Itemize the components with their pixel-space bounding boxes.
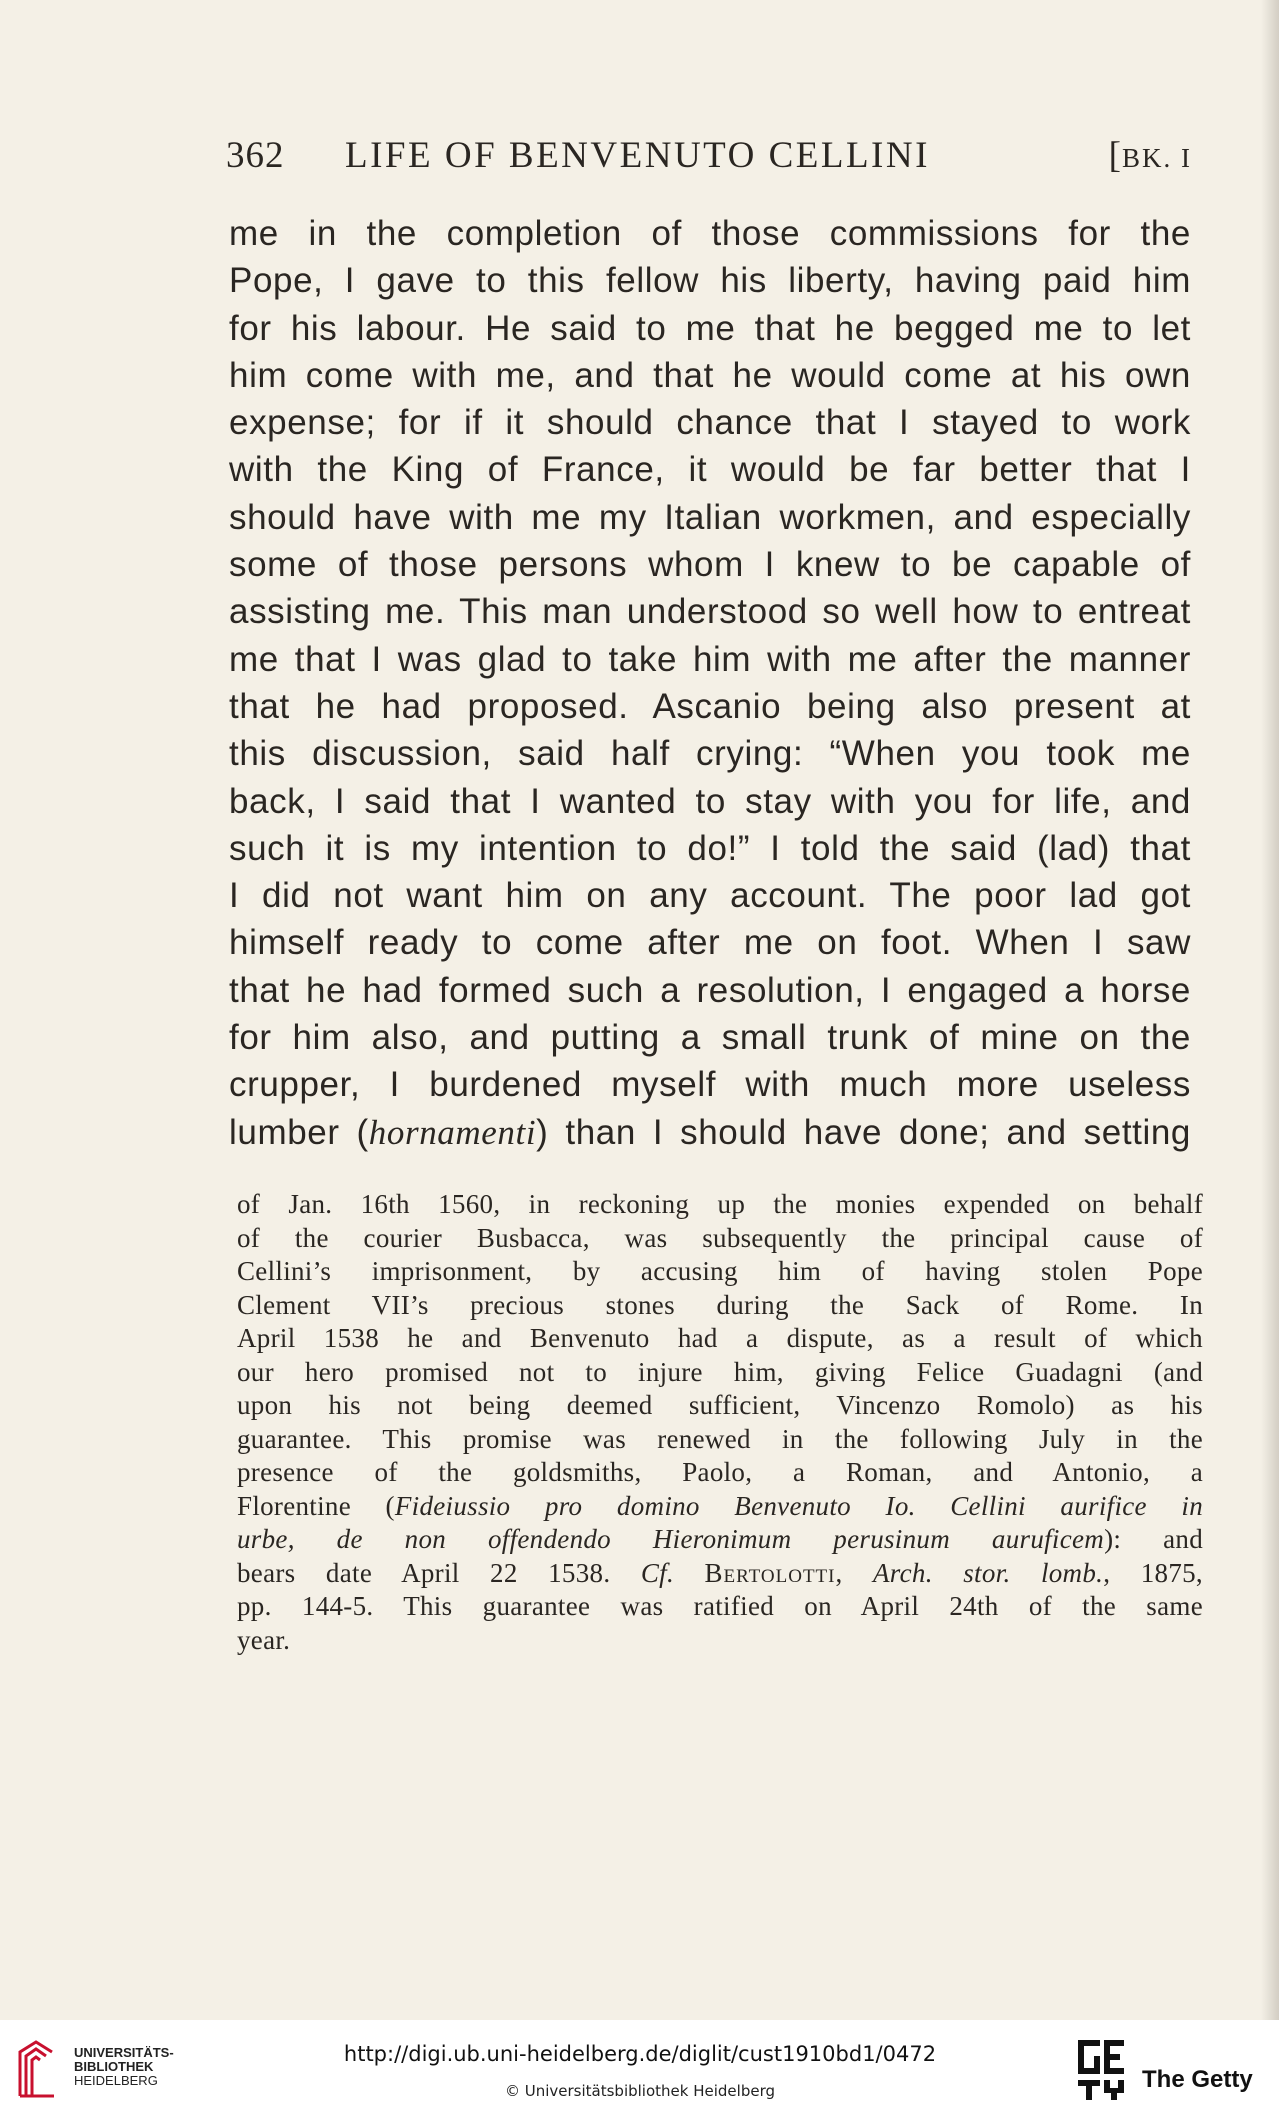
- footnote-line: [237, 1523, 1203, 1557]
- text-line: Pope, I gave to this fellow his liberty, having paid him: [229, 261, 1191, 301]
- footnote-line: of the courier Busbacca, was subsequently the principal cause of: [237, 1222, 1203, 1253]
- footnote-line: guarantee. This promise was renewed in the following July in the: [237, 1423, 1203, 1454]
- getty-name: The Getty: [1142, 2066, 1253, 2093]
- text-line: back, I said that I wanted to stay with you for life, and: [229, 781, 1191, 821]
- text-line: expense; for if it should chance that I stayed to work: [229, 403, 1191, 443]
- footnote-line: April 1538 he and Benvenuto had a dispute, as a result of which: [237, 1323, 1203, 1353]
- book-label: [1109, 134, 1192, 177]
- footnote-line: [237, 1490, 1203, 1524]
- footnote: [237, 1188, 1203, 1657]
- text-line: him come with me, and that he would come at his own: [229, 355, 1191, 395]
- text-fragment: lumber (: [229, 1112, 369, 1152]
- text-line-last: [229, 1109, 1191, 1156]
- italic-journal: Arch. stor. lomb.: [873, 1557, 1104, 1588]
- italic-citation: urbe, de non offendendo Hieronimum perusinum auruficem: [237, 1524, 1105, 1554]
- italic-cf: Cf.: [640, 1557, 675, 1588]
- text-fragment: ) than I should have done; and setting: [536, 1112, 1191, 1152]
- text-line: that he had proposed. Ascanio being also present at: [229, 686, 1191, 726]
- text-line: with the King of France, it would be far better that I: [229, 450, 1191, 490]
- library-name-line: BIBLIOTHEK: [74, 2059, 154, 2074]
- university-library-logo-icon: [14, 2038, 58, 2100]
- running-head-title: LIFE OF BENVENUTO CELLINI: [345, 135, 930, 176]
- permalink-url[interactable]: http://digi.ub.uni-heidelberg.de/diglit/cust1910bd1/0472: [343, 2042, 937, 2066]
- text-line: some of those persons whom I knew to be capable of: [229, 545, 1191, 585]
- footnote-line: presence of the goldsmiths, Paolo, a Roman, and Antonio, a: [237, 1457, 1203, 1487]
- text-fragment: Florentine (: [237, 1490, 395, 1521]
- footnote-line-last: year.: [237, 1624, 291, 1655]
- text-line: that he had formed such a resolution, I engaged a horse: [229, 970, 1191, 1010]
- text-line: should have with me my Italian workmen, and especially: [229, 497, 1191, 537]
- copyright-notice: © Universitätsbibliothek Heidelberg: [504, 2082, 775, 2100]
- text-fragment: bears date April 22 1538.: [237, 1557, 641, 1588]
- italic-citation: Fideiussio pro domino Benvenuto Io. Cellini aurifice in: [394, 1490, 1203, 1521]
- text-line: assisting me. This man understood so well how to entreat: [229, 592, 1191, 632]
- text-fragment: ,: [835, 1557, 874, 1588]
- book-bracket: [: [1108, 135, 1122, 176]
- author-name: Bertolotti: [704, 1557, 836, 1588]
- footnote-line: Cellini’s imprisonment, by accusing him of having stolen Pope: [237, 1256, 1203, 1286]
- main-text: [229, 210, 1191, 1156]
- text-line: himself ready to come after me on foot. When I saw: [229, 923, 1191, 963]
- getty-logo-icon: [1076, 2038, 1128, 2102]
- book-label-text: BK. I: [1122, 143, 1192, 173]
- footnote-line: [237, 1557, 1203, 1591]
- text-line: for his labour. He said to me that he begged me to let: [229, 308, 1191, 348]
- library-name-line: HEIDELBERG: [74, 2073, 158, 2088]
- library-name-line: UNIVERSITÄTS-: [74, 2045, 174, 2060]
- digitization-footer: [0, 2020, 1279, 2117]
- footnote-line: pp. 144-5. This guarantee was ratified on April 24th of the same: [237, 1591, 1203, 1621]
- text-line: crupper, I burdened myself with much more useless: [229, 1065, 1191, 1105]
- text-fragment: ): and: [1104, 1524, 1204, 1554]
- page-edge-shadow: [1261, 0, 1279, 2040]
- running-head: [226, 134, 1192, 186]
- library-name: [74, 2046, 174, 2088]
- text-line: I did not want him on any account. The poor lad got: [229, 876, 1191, 916]
- footnote-line: Clement VII’s precious stones during the Sack of Rome. In: [237, 1289, 1203, 1320]
- footnote-line: of Jan. 16th 1560, in reckoning up the monies expended on behalf: [237, 1189, 1203, 1219]
- footnote-line: our hero promised not to injure him, giving Felice Guadagni (and: [237, 1356, 1203, 1387]
- text-line: me in the completion of those commissions for the: [229, 214, 1191, 253]
- text-fragment: , 1875,: [1103, 1557, 1203, 1588]
- text-line: this discussion, said half crying: “When you took me: [229, 734, 1191, 774]
- italic-term: hornamenti: [368, 1112, 537, 1152]
- text-line: for him also, and putting a small trunk of mine on the: [229, 1018, 1191, 1058]
- text-line: such it is my intention to do!” I told the said (lad) that: [229, 828, 1191, 868]
- text-line: me that I was glad to take him with me after the manner: [229, 639, 1191, 679]
- page-number: 362: [226, 135, 285, 176]
- footnote-line: upon his not being deemed sufficient, Vincenzo Romolo) as his: [237, 1390, 1203, 1420]
